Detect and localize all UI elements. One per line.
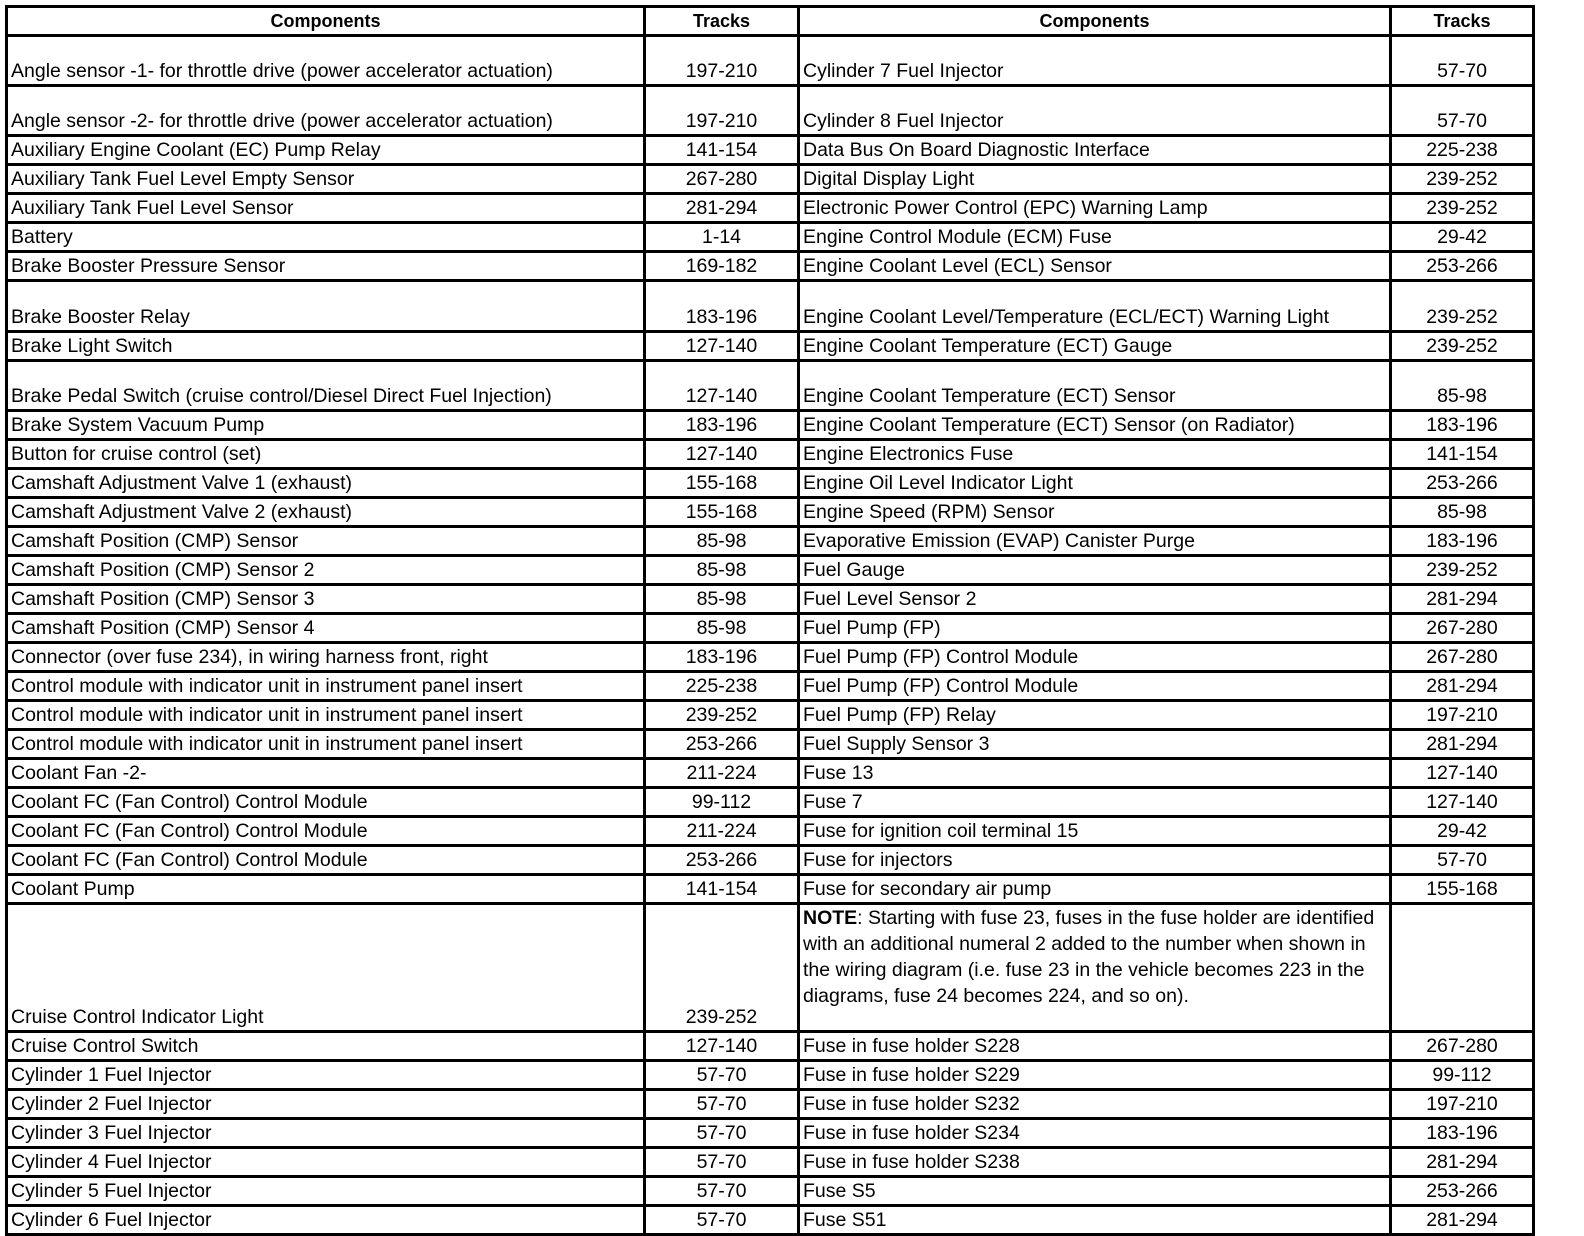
header-row [7, 7, 1534, 36]
component-left: Coolant Pump [7, 874, 645, 903]
tracks-right: 225-238 [1391, 136, 1534, 165]
tracks-left: 141-154 [645, 136, 799, 165]
tracks-left: 127-140 [645, 360, 799, 410]
component-right: Engine Coolant Temperature (ECT) Sensor (on Radiator) [799, 410, 1391, 439]
component-left: Camshaft Position (CMP) Sensor [7, 526, 645, 555]
tracks-left: 197-210 [645, 36, 799, 86]
component-left: Cylinder 3 Fuel Injector [7, 1118, 645, 1147]
tracks-left: 85-98 [645, 526, 799, 555]
tracks-right: 141-154 [1391, 439, 1534, 468]
component-left: Coolant FC (Fan Control) Control Module [7, 787, 645, 816]
tracks-left: 57-70 [645, 1060, 799, 1089]
component-right: Cylinder 8 Fuel Injector [799, 86, 1391, 136]
component-right: Fuel Pump (FP) Relay [799, 700, 1391, 729]
component-left: Control module with indicator unit in instrument panel insert [7, 729, 645, 758]
table-row [7, 816, 1534, 845]
tracks-right: 127-140 [1391, 758, 1534, 787]
component-right: Fuel Pump (FP) [799, 613, 1391, 642]
component-right: Fuse in fuse holder S229 [799, 1060, 1391, 1089]
component-right: Fuse for secondary air pump [799, 874, 1391, 903]
component-left: Connector (over fuse 234), in wiring harness front, right [7, 642, 645, 671]
component-right: Fuse S51 [799, 1205, 1391, 1234]
component-right: Fuse for ignition coil terminal 15 [799, 816, 1391, 845]
component-right: Engine Electronics Fuse [799, 439, 1391, 468]
tracks-left: 183-196 [645, 281, 799, 331]
tracks-right: 183-196 [1391, 1118, 1534, 1147]
table-row [7, 281, 1534, 331]
component-left: Cylinder 4 Fuel Injector [7, 1147, 645, 1176]
component-left: Brake Light Switch [7, 331, 645, 360]
tracks-right: 197-210 [1391, 1089, 1534, 1118]
component-left: Auxiliary Engine Coolant (EC) Pump Relay [7, 136, 645, 165]
tracks-left: 57-70 [645, 1205, 799, 1234]
table-row [7, 526, 1534, 555]
header-tracks-right: Tracks [1391, 7, 1534, 36]
component-left: Auxiliary Tank Fuel Level Empty Sensor [7, 165, 645, 194]
component-left: Battery [7, 223, 645, 252]
table-row [7, 1031, 1534, 1060]
header-tracks-left: Tracks [645, 7, 799, 36]
tracks-left: 141-154 [645, 874, 799, 903]
table-row [7, 360, 1534, 410]
component-right: Fuse in fuse holder S232 [799, 1089, 1391, 1118]
component-left: Coolant FC (Fan Control) Control Module [7, 845, 645, 874]
tracks-right: 183-196 [1391, 526, 1534, 555]
component-right: Cylinder 7 Fuel Injector [799, 36, 1391, 86]
table-row [7, 700, 1534, 729]
note-label: NOTE [803, 906, 858, 929]
component-right: Fuse 13 [799, 758, 1391, 787]
table-row [7, 671, 1534, 700]
component-right: Engine Coolant Level/Temperature (ECL/ECT) Warning Light [799, 281, 1391, 331]
table-row [7, 410, 1534, 439]
component-left: Auxiliary Tank Fuel Level Sensor [7, 194, 645, 223]
component-left: Cylinder 1 Fuel Injector [7, 1060, 645, 1089]
tracks-right: 281-294 [1391, 671, 1534, 700]
tracks-right: 253-266 [1391, 252, 1534, 281]
table-row [7, 86, 1534, 136]
tracks-left: 253-266 [645, 729, 799, 758]
component-right: Engine Coolant Level (ECL) Sensor [799, 252, 1391, 281]
table-row [7, 1147, 1534, 1176]
table-row [7, 903, 1534, 1031]
component-right: Engine Speed (RPM) Sensor [799, 497, 1391, 526]
table-row [7, 194, 1534, 223]
tracks-right: 239-252 [1391, 281, 1534, 331]
tracks-right: 281-294 [1391, 1147, 1534, 1176]
table-row [7, 1060, 1534, 1089]
note-text: : Starting with fuse 23, fuses in the fuse holder are identified with an additional numeral 2 added to the number when shown in the wiring diagram (i.e. fuse 23 in the vehicle becomes 223 in the diagrams, fuse 24 becomes 224, and so on). [803, 906, 1375, 1007]
table-row [7, 787, 1534, 816]
tracks-right [1391, 903, 1534, 1031]
table-row [7, 758, 1534, 787]
component-right: Engine Coolant Temperature (ECT) Gauge [799, 331, 1391, 360]
note-cell [799, 903, 1391, 1031]
component-right: Engine Control Module (ECM) Fuse [799, 223, 1391, 252]
component-right: Fuel Gauge [799, 555, 1391, 584]
tracks-right: 29-42 [1391, 816, 1534, 845]
tracks-right: 253-266 [1391, 468, 1534, 497]
tracks-left: 155-168 [645, 468, 799, 497]
header-components-right: Components [799, 7, 1391, 36]
tracks-right: 239-252 [1391, 555, 1534, 584]
component-right: Digital Display Light [799, 165, 1391, 194]
component-left: Camshaft Position (CMP) Sensor 2 [7, 555, 645, 584]
component-right: Fuel Pump (FP) Control Module [799, 671, 1391, 700]
component-left: Coolant FC (Fan Control) Control Module [7, 816, 645, 845]
component-left: Camshaft Position (CMP) Sensor 4 [7, 613, 645, 642]
tracks-right: 267-280 [1391, 642, 1534, 671]
tracks-right: 57-70 [1391, 86, 1534, 136]
component-left: Angle sensor -2- for throttle drive (power accelerator actuation) [7, 86, 645, 136]
component-right: Fuel Supply Sensor 3 [799, 729, 1391, 758]
component-left: Brake Pedal Switch (cruise control/Diesel Direct Fuel Injection) [7, 360, 645, 410]
component-right: Fuse in fuse holder S234 [799, 1118, 1391, 1147]
tracks-left: 239-252 [645, 903, 799, 1031]
component-right: Fuel Level Sensor 2 [799, 584, 1391, 613]
tracks-left: 127-140 [645, 439, 799, 468]
table-row [7, 252, 1534, 281]
tracks-left: 183-196 [645, 642, 799, 671]
component-left: Coolant Fan -2- [7, 758, 645, 787]
tracks-right: 57-70 [1391, 36, 1534, 86]
table-row [7, 439, 1534, 468]
component-left: Control module with indicator unit in instrument panel insert [7, 700, 645, 729]
component-left: Brake System Vacuum Pump [7, 410, 645, 439]
table-row [7, 874, 1534, 903]
table-row [7, 1089, 1534, 1118]
table-body [7, 36, 1534, 1235]
table-row [7, 36, 1534, 86]
tracks-left: 169-182 [645, 252, 799, 281]
component-left: Cruise Control Indicator Light [7, 903, 645, 1031]
component-left: Control module with indicator unit in instrument panel insert [7, 671, 645, 700]
component-left: Angle sensor -1- for throttle drive (power accelerator actuation) [7, 36, 645, 86]
tracks-right: 183-196 [1391, 410, 1534, 439]
tracks-left: 85-98 [645, 555, 799, 584]
component-right: Fuse for injectors [799, 845, 1391, 874]
tracks-left: 239-252 [645, 700, 799, 729]
component-right: Data Bus On Board Diagnostic Interface [799, 136, 1391, 165]
tracks-left: 183-196 [645, 410, 799, 439]
components-tracks-table [5, 5, 1535, 1236]
table-row [7, 1118, 1534, 1147]
component-left: Brake Booster Pressure Sensor [7, 252, 645, 281]
tracks-left: 281-294 [645, 194, 799, 223]
tracks-left: 197-210 [645, 86, 799, 136]
tracks-left: 127-140 [645, 331, 799, 360]
component-left: Camshaft Adjustment Valve 2 (exhaust) [7, 497, 645, 526]
component-left: Cylinder 2 Fuel Injector [7, 1089, 645, 1118]
table-row [7, 136, 1534, 165]
tracks-left: 267-280 [645, 165, 799, 194]
table-row [7, 223, 1534, 252]
tracks-right: 281-294 [1391, 1205, 1534, 1234]
tracks-left: 1-14 [645, 223, 799, 252]
component-left: Cruise Control Switch [7, 1031, 645, 1060]
header-components-left: Components [7, 7, 645, 36]
tracks-right: 281-294 [1391, 729, 1534, 758]
table-row [7, 584, 1534, 613]
component-right: Fuse in fuse holder S238 [799, 1147, 1391, 1176]
table-row [7, 1205, 1534, 1234]
table-row [7, 497, 1534, 526]
component-left: Brake Booster Relay [7, 281, 645, 331]
component-right: Fuse in fuse holder S228 [799, 1031, 1391, 1060]
tracks-right: 197-210 [1391, 700, 1534, 729]
tracks-left: 57-70 [645, 1147, 799, 1176]
component-right: Engine Oil Level Indicator Light [799, 468, 1391, 497]
table-row [7, 331, 1534, 360]
tracks-left: 225-238 [645, 671, 799, 700]
tracks-left: 85-98 [645, 584, 799, 613]
component-right: Fuse 7 [799, 787, 1391, 816]
tracks-left: 57-70 [645, 1176, 799, 1205]
table-row [7, 845, 1534, 874]
table-row [7, 729, 1534, 758]
tracks-right: 85-98 [1391, 360, 1534, 410]
component-left: Cylinder 5 Fuel Injector [7, 1176, 645, 1205]
tracks-left: 85-98 [645, 613, 799, 642]
tracks-right: 253-266 [1391, 1176, 1534, 1205]
table-row [7, 555, 1534, 584]
component-right: Evaporative Emission (EVAP) Canister Purge [799, 526, 1391, 555]
tracks-right: 57-70 [1391, 845, 1534, 874]
table-row [7, 1176, 1534, 1205]
component-left: Cylinder 6 Fuel Injector [7, 1205, 645, 1234]
tracks-left: 155-168 [645, 497, 799, 526]
component-left: Camshaft Adjustment Valve 1 (exhaust) [7, 468, 645, 497]
tracks-right: 127-140 [1391, 787, 1534, 816]
component-right: Electronic Power Control (EPC) Warning Lamp [799, 194, 1391, 223]
component-right: Engine Coolant Temperature (ECT) Sensor [799, 360, 1391, 410]
table-row [7, 468, 1534, 497]
tracks-left: 211-224 [645, 816, 799, 845]
tracks-left: 253-266 [645, 845, 799, 874]
tracks-right: 239-252 [1391, 194, 1534, 223]
component-right: Fuel Pump (FP) Control Module [799, 642, 1391, 671]
tracks-left: 127-140 [645, 1031, 799, 1060]
tracks-left: 211-224 [645, 758, 799, 787]
table-row [7, 642, 1534, 671]
table-row [7, 165, 1534, 194]
component-right: Fuse S5 [799, 1176, 1391, 1205]
tracks-right: 281-294 [1391, 584, 1534, 613]
component-left: Camshaft Position (CMP) Sensor 3 [7, 584, 645, 613]
tracks-right: 85-98 [1391, 497, 1534, 526]
component-left: Button for cruise control (set) [7, 439, 645, 468]
tracks-left: 57-70 [645, 1089, 799, 1118]
tracks-right: 29-42 [1391, 223, 1534, 252]
tracks-right: 267-280 [1391, 613, 1534, 642]
tracks-right: 239-252 [1391, 165, 1534, 194]
tracks-right: 99-112 [1391, 1060, 1534, 1089]
table-row [7, 613, 1534, 642]
tracks-right: 155-168 [1391, 874, 1534, 903]
tracks-right: 239-252 [1391, 331, 1534, 360]
tracks-left: 57-70 [645, 1118, 799, 1147]
tracks-left: 99-112 [645, 787, 799, 816]
tracks-right: 267-280 [1391, 1031, 1534, 1060]
